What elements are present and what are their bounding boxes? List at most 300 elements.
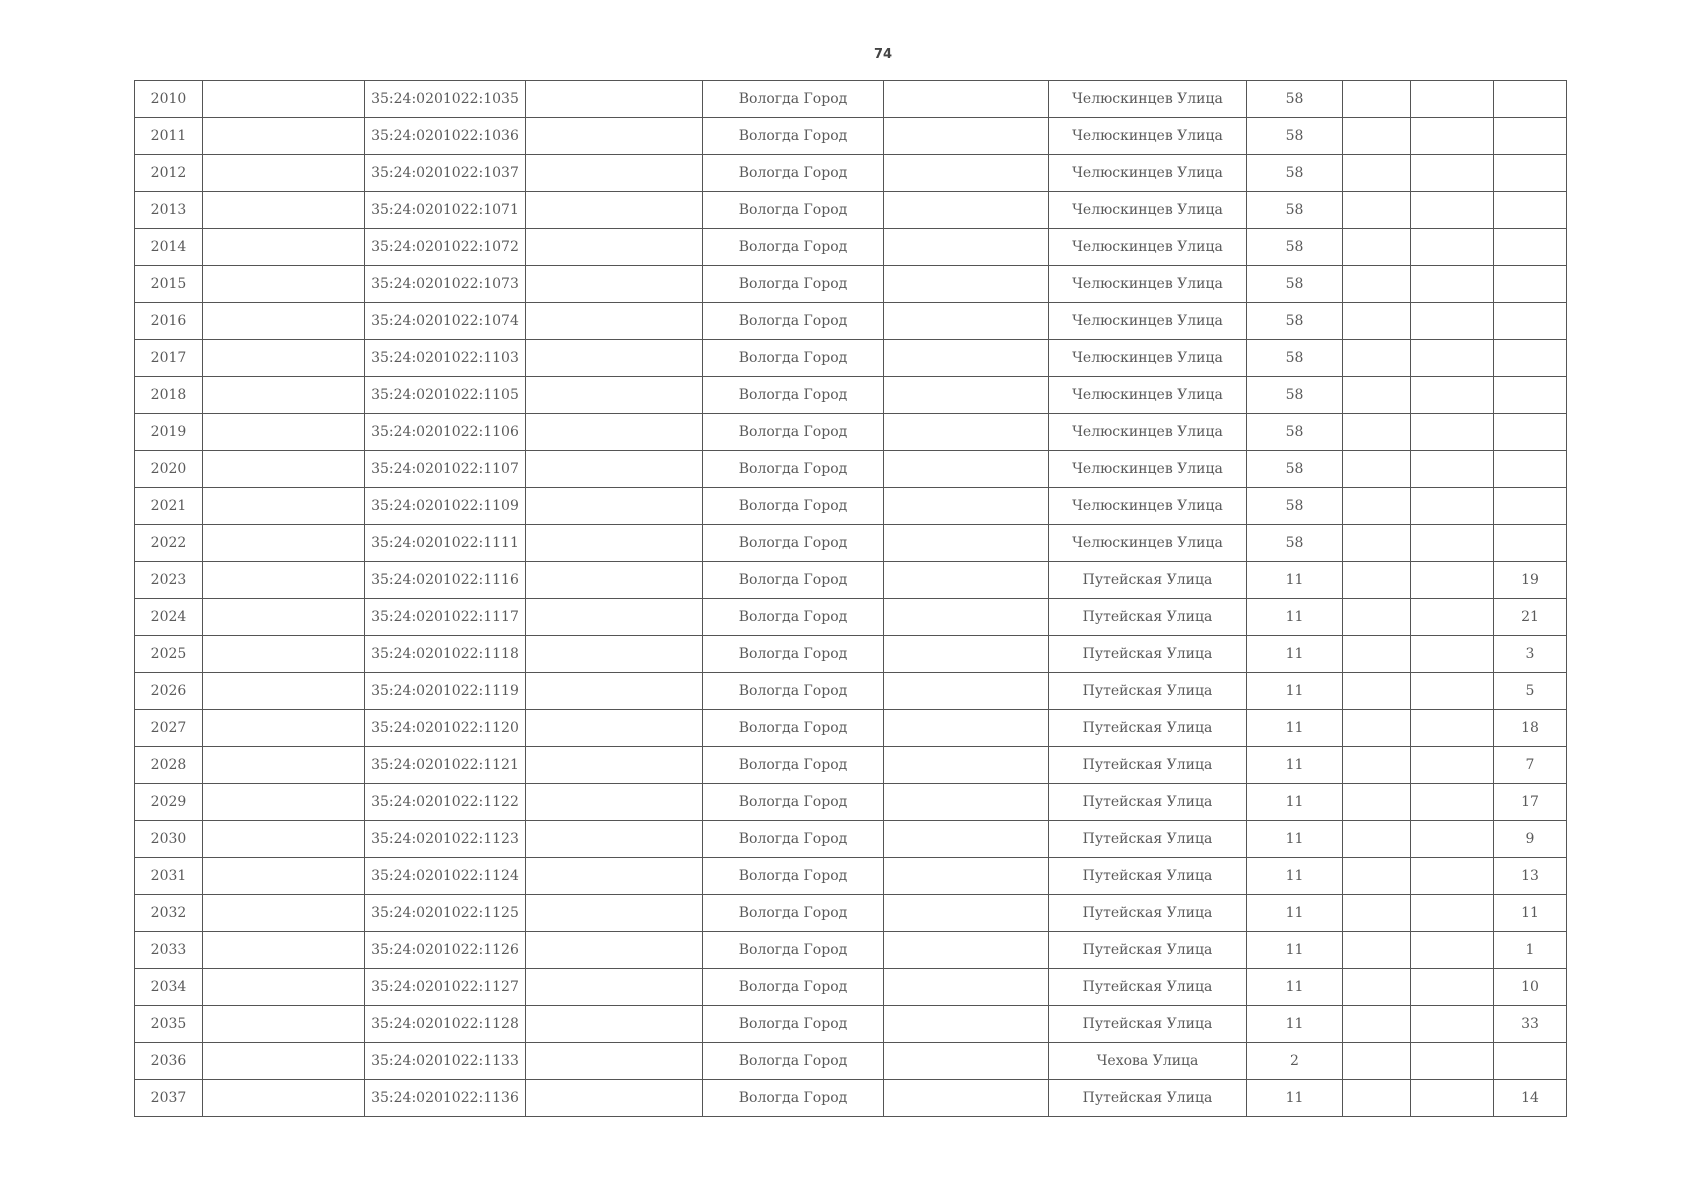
empty-cell [203,340,365,377]
cadastral-number-cell: 35:24:0201022:1118 [365,636,526,673]
apartment-number-cell [1494,303,1567,340]
empty-cell [203,229,365,266]
street-cell: Челюскинцев Улица [1049,340,1247,377]
row-number-cell: 2037 [135,1080,203,1117]
empty-cell [884,81,1049,118]
empty-cell [884,969,1049,1006]
table-row [135,451,1567,488]
apartment-number-cell [1494,414,1567,451]
cadastral-number-cell: 35:24:0201022:1127 [365,969,526,1006]
house-number-cell: 11 [1247,673,1343,710]
empty-cell [884,118,1049,155]
empty-cell [203,969,365,1006]
row-number-cell: 2017 [135,340,203,377]
cadastral-number-cell: 35:24:0201022:1121 [365,747,526,784]
row-number-cell: 2019 [135,414,203,451]
empty-cell [884,821,1049,858]
apartment-number-cell: 9 [1494,821,1567,858]
table-row [135,1080,1567,1117]
empty-cell [1411,525,1494,562]
empty-cell [203,451,365,488]
empty-cell [884,562,1049,599]
street-cell: Челюскинцев Улица [1049,229,1247,266]
city-cell: Вологда Город [703,451,884,488]
street-cell: Челюскинцев Улица [1049,155,1247,192]
empty-cell [1343,562,1411,599]
empty-cell [1343,525,1411,562]
house-number-cell: 58 [1247,192,1343,229]
empty-cell [203,192,365,229]
empty-cell [203,599,365,636]
row-number-cell: 2013 [135,192,203,229]
empty-cell [203,488,365,525]
house-number-cell: 58 [1247,340,1343,377]
empty-cell [203,303,365,340]
row-number-cell: 2032 [135,895,203,932]
city-cell: Вологда Город [703,525,884,562]
street-cell: Путейская Улица [1049,1080,1247,1117]
empty-cell [1411,969,1494,1006]
table-row [135,414,1567,451]
empty-cell [526,673,703,710]
street-cell: Челюскинцев Улица [1049,414,1247,451]
cadastral-number-cell: 35:24:0201022:1117 [365,599,526,636]
house-number-cell: 58 [1247,155,1343,192]
empty-cell [1343,451,1411,488]
row-number-cell: 2029 [135,784,203,821]
street-cell: Челюскинцев Улица [1049,81,1247,118]
house-number-cell: 58 [1247,266,1343,303]
page-number: 74 [873,47,893,62]
apartment-number-cell [1494,81,1567,118]
city-cell: Вологда Город [703,229,884,266]
apartment-number-cell: 5 [1494,673,1567,710]
cadastral-number-cell: 35:24:0201022:1122 [365,784,526,821]
empty-cell [526,636,703,673]
property-registry-table [134,80,1567,1117]
row-number-cell: 2018 [135,377,203,414]
empty-cell [203,673,365,710]
table-row [135,81,1567,118]
empty-cell [884,710,1049,747]
city-cell: Вологда Город [703,1006,884,1043]
street-cell: Челюскинцев Улица [1049,192,1247,229]
empty-cell [1411,414,1494,451]
city-cell: Вологда Город [703,932,884,969]
cadastral-number-cell: 35:24:0201022:1074 [365,303,526,340]
empty-cell [526,821,703,858]
table-row [135,895,1567,932]
empty-cell [1411,488,1494,525]
empty-cell [1411,673,1494,710]
empty-cell [1343,1043,1411,1080]
cadastral-number-cell: 35:24:0201022:1106 [365,414,526,451]
empty-cell [203,821,365,858]
street-cell: Путейская Улица [1049,599,1247,636]
apartment-number-cell: 1 [1494,932,1567,969]
empty-cell [203,1043,365,1080]
empty-cell [884,747,1049,784]
row-number-cell: 2020 [135,451,203,488]
row-number-cell: 2015 [135,266,203,303]
empty-cell [1411,1080,1494,1117]
empty-cell [203,1006,365,1043]
empty-cell [203,895,365,932]
cadastral-number-cell: 35:24:0201022:1125 [365,895,526,932]
empty-cell [1343,821,1411,858]
house-number-cell: 58 [1247,377,1343,414]
street-cell: Челюскинцев Улица [1049,118,1247,155]
empty-cell [526,266,703,303]
empty-cell [1343,932,1411,969]
empty-cell [1411,636,1494,673]
street-cell: Путейская Улица [1049,932,1247,969]
city-cell: Вологда Город [703,821,884,858]
empty-cell [526,192,703,229]
apartment-number-cell: 19 [1494,562,1567,599]
row-number-cell: 2027 [135,710,203,747]
city-cell: Вологда Город [703,636,884,673]
empty-cell [1411,266,1494,303]
empty-cell [1411,821,1494,858]
table-row [135,969,1567,1006]
cadastral-number-cell: 35:24:0201022:1119 [365,673,526,710]
city-cell: Вологда Город [703,192,884,229]
street-cell: Челюскинцев Улица [1049,303,1247,340]
empty-cell [884,673,1049,710]
empty-cell [1411,451,1494,488]
table-row [135,1043,1567,1080]
cadastral-number-cell: 35:24:0201022:1128 [365,1006,526,1043]
city-cell: Вологда Город [703,118,884,155]
city-cell: Вологда Город [703,266,884,303]
street-cell: Челюскинцев Улица [1049,525,1247,562]
apartment-number-cell [1494,229,1567,266]
street-cell: Челюскинцев Улица [1049,488,1247,525]
empty-cell [1343,1006,1411,1043]
empty-cell [526,1006,703,1043]
empty-cell [1343,488,1411,525]
table-row [135,821,1567,858]
cadastral-number-cell: 35:24:0201022:1036 [365,118,526,155]
empty-cell [203,932,365,969]
empty-cell [1343,377,1411,414]
empty-cell [203,525,365,562]
empty-cell [526,1080,703,1117]
empty-cell [203,81,365,118]
empty-cell [1343,1080,1411,1117]
apartment-number-cell [1494,377,1567,414]
empty-cell [884,599,1049,636]
city-cell: Вологда Город [703,377,884,414]
house-number-cell: 58 [1247,525,1343,562]
empty-cell [1411,710,1494,747]
city-cell: Вологда Город [703,303,884,340]
apartment-number-cell [1494,340,1567,377]
street-cell: Челюскинцев Улица [1049,451,1247,488]
empty-cell [1411,377,1494,414]
empty-cell [1343,895,1411,932]
cadastral-number-cell: 35:24:0201022:1037 [365,155,526,192]
table-row [135,525,1567,562]
empty-cell [1343,340,1411,377]
cadastral-number-cell: 35:24:0201022:1123 [365,821,526,858]
house-number-cell: 11 [1247,747,1343,784]
apartment-number-cell [1494,525,1567,562]
city-cell: Вологда Город [703,81,884,118]
empty-cell [1411,229,1494,266]
empty-cell [884,266,1049,303]
house-number-cell: 11 [1247,821,1343,858]
apartment-number-cell: 21 [1494,599,1567,636]
row-number-cell: 2024 [135,599,203,636]
table-row [135,340,1567,377]
table-row [135,932,1567,969]
cadastral-number-cell: 35:24:0201022:1035 [365,81,526,118]
apartment-number-cell [1494,1043,1567,1080]
empty-cell [884,1006,1049,1043]
empty-cell [884,858,1049,895]
street-cell: Челюскинцев Улица [1049,266,1247,303]
empty-cell [1411,858,1494,895]
house-number-cell: 11 [1247,1080,1343,1117]
empty-cell [1411,118,1494,155]
table-row [135,747,1567,784]
empty-cell [526,303,703,340]
empty-cell [526,81,703,118]
cadastral-number-cell: 35:24:0201022:1111 [365,525,526,562]
city-cell: Вологда Город [703,673,884,710]
cadastral-number-cell: 35:24:0201022:1109 [365,488,526,525]
city-cell: Вологда Город [703,155,884,192]
empty-cell [884,377,1049,414]
street-cell: Путейская Улица [1049,562,1247,599]
house-number-cell: 58 [1247,488,1343,525]
apartment-number-cell: 33 [1494,1006,1567,1043]
table-row [135,192,1567,229]
city-cell: Вологда Город [703,895,884,932]
row-number-cell: 2014 [135,229,203,266]
city-cell: Вологда Город [703,488,884,525]
empty-cell [526,118,703,155]
empty-cell [884,932,1049,969]
empty-cell [1343,710,1411,747]
empty-cell [1343,118,1411,155]
apartment-number-cell: 13 [1494,858,1567,895]
empty-cell [526,451,703,488]
empty-cell [1343,414,1411,451]
apartment-number-cell: 7 [1494,747,1567,784]
street-cell: Путейская Улица [1049,1006,1247,1043]
city-cell: Вологда Город [703,710,884,747]
empty-cell [1343,229,1411,266]
empty-cell [1411,192,1494,229]
empty-cell [526,858,703,895]
city-cell: Вологда Город [703,340,884,377]
cadastral-number-cell: 35:24:0201022:1133 [365,1043,526,1080]
row-number-cell: 2033 [135,932,203,969]
table-row [135,377,1567,414]
city-cell: Вологда Город [703,562,884,599]
row-number-cell: 2011 [135,118,203,155]
empty-cell [526,562,703,599]
street-cell: Чехова Улица [1049,1043,1247,1080]
empty-cell [1343,858,1411,895]
cadastral-number-cell: 35:24:0201022:1120 [365,710,526,747]
empty-cell [884,1080,1049,1117]
house-number-cell: 11 [1247,932,1343,969]
row-number-cell: 2030 [135,821,203,858]
apartment-number-cell: 17 [1494,784,1567,821]
house-number-cell: 11 [1247,710,1343,747]
house-number-cell: 2 [1247,1043,1343,1080]
apartment-number-cell [1494,155,1567,192]
street-cell: Путейская Улица [1049,858,1247,895]
row-number-cell: 2035 [135,1006,203,1043]
empty-cell [526,747,703,784]
empty-cell [526,525,703,562]
empty-cell [884,303,1049,340]
empty-cell [1343,969,1411,1006]
house-number-cell: 11 [1247,895,1343,932]
empty-cell [1343,673,1411,710]
apartment-number-cell [1494,488,1567,525]
empty-cell [884,636,1049,673]
empty-cell [1343,747,1411,784]
table-row [135,636,1567,673]
empty-cell [1411,1043,1494,1080]
empty-cell [884,488,1049,525]
cadastral-number-cell: 35:24:0201022:1103 [365,340,526,377]
cadastral-number-cell: 35:24:0201022:1107 [365,451,526,488]
empty-cell [884,451,1049,488]
city-cell: Вологда Город [703,784,884,821]
empty-cell [526,895,703,932]
empty-cell [884,784,1049,821]
city-cell: Вологда Город [703,599,884,636]
table-row [135,784,1567,821]
table-row [135,488,1567,525]
house-number-cell: 11 [1247,784,1343,821]
empty-cell [203,414,365,451]
empty-cell [526,969,703,1006]
city-cell: Вологда Город [703,747,884,784]
table-row [135,229,1567,266]
row-number-cell: 2021 [135,488,203,525]
apartment-number-cell [1494,192,1567,229]
table-row [135,1006,1567,1043]
table-row [135,673,1567,710]
cadastral-number-cell: 35:24:0201022:1116 [365,562,526,599]
empty-cell [1343,192,1411,229]
cadastral-number-cell: 35:24:0201022:1071 [365,192,526,229]
apartment-number-cell [1494,266,1567,303]
street-cell: Путейская Улица [1049,969,1247,1006]
street-cell: Путейская Улица [1049,673,1247,710]
street-cell: Путейская Улица [1049,710,1247,747]
row-number-cell: 2022 [135,525,203,562]
house-number-cell: 11 [1247,1006,1343,1043]
house-number-cell: 11 [1247,599,1343,636]
empty-cell [203,858,365,895]
apartment-number-cell [1494,451,1567,488]
apartment-number-cell: 11 [1494,895,1567,932]
empty-cell [526,414,703,451]
empty-cell [1343,599,1411,636]
empty-cell [203,155,365,192]
empty-cell [203,747,365,784]
cadastral-number-cell: 35:24:0201022:1136 [365,1080,526,1117]
row-number-cell: 2010 [135,81,203,118]
empty-cell [203,266,365,303]
apartment-number-cell [1494,118,1567,155]
row-number-cell: 2028 [135,747,203,784]
city-cell: Вологда Город [703,414,884,451]
empty-cell [884,155,1049,192]
city-cell: Вологда Город [703,1080,884,1117]
empty-cell [884,1043,1049,1080]
house-number-cell: 58 [1247,303,1343,340]
city-cell: Вологда Город [703,1043,884,1080]
row-number-cell: 2012 [135,155,203,192]
empty-cell [203,377,365,414]
street-cell: Путейская Улица [1049,747,1247,784]
row-number-cell: 2026 [135,673,203,710]
row-number-cell: 2023 [135,562,203,599]
empty-cell [526,1043,703,1080]
table-row [135,118,1567,155]
empty-cell [1343,266,1411,303]
apartment-number-cell: 3 [1494,636,1567,673]
street-cell: Путейская Улица [1049,895,1247,932]
row-number-cell: 2016 [135,303,203,340]
empty-cell [1343,636,1411,673]
empty-cell [1411,303,1494,340]
empty-cell [526,710,703,747]
cadastral-number-cell: 35:24:0201022:1124 [365,858,526,895]
empty-cell [884,414,1049,451]
empty-cell [526,784,703,821]
table-row [135,155,1567,192]
empty-cell [203,636,365,673]
empty-cell [1411,747,1494,784]
empty-cell [1411,932,1494,969]
empty-cell [1411,895,1494,932]
empty-cell [884,192,1049,229]
apartment-number-cell: 18 [1494,710,1567,747]
empty-cell [526,229,703,266]
street-cell: Путейская Улица [1049,636,1247,673]
house-number-cell: 58 [1247,81,1343,118]
table-row [135,858,1567,895]
house-number-cell: 58 [1247,229,1343,266]
empty-cell [203,710,365,747]
empty-cell [203,118,365,155]
empty-cell [1411,81,1494,118]
row-number-cell: 2036 [135,1043,203,1080]
house-number-cell: 11 [1247,858,1343,895]
empty-cell [1411,155,1494,192]
apartment-number-cell: 14 [1494,1080,1567,1117]
house-number-cell: 58 [1247,414,1343,451]
apartment-number-cell: 10 [1494,969,1567,1006]
empty-cell [884,895,1049,932]
empty-cell [203,562,365,599]
empty-cell [1411,599,1494,636]
empty-cell [884,229,1049,266]
empty-cell [884,525,1049,562]
table-row [135,599,1567,636]
